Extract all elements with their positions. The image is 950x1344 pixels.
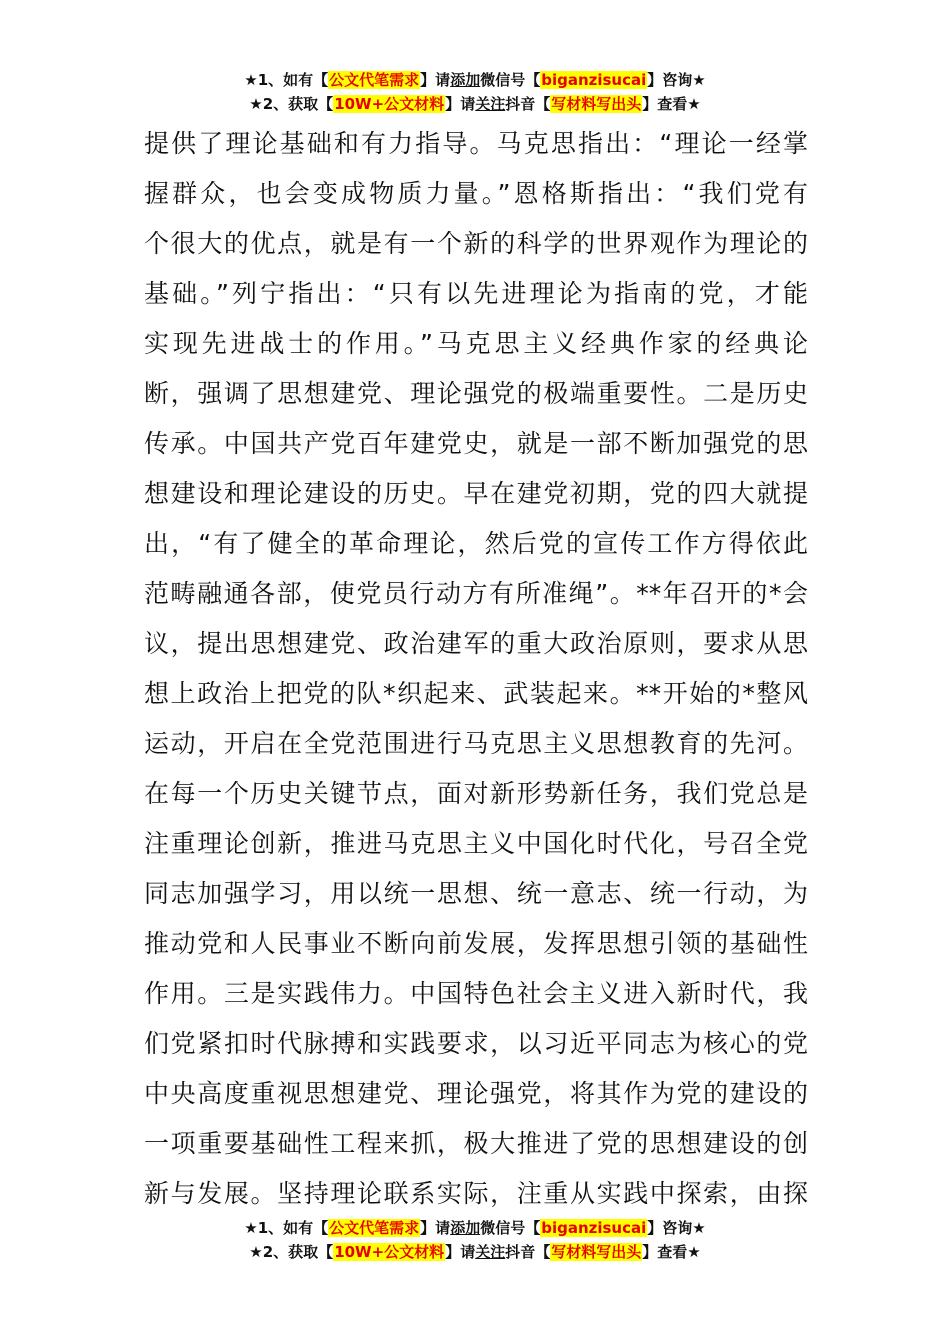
body-line: 断，强调了思想建党、理论强党的极端重要性。二是历史: [144, 379, 808, 408]
banner-line-2: [0, 92, 950, 116]
document-body: [144, 119, 808, 1219]
body-line: 同志加强学习，用以统一思想、统一意志、统一行动，为: [144, 879, 808, 908]
banner-text: 】请: [445, 95, 476, 113]
highlight-materials: 10W+公文材料: [334, 1243, 445, 1261]
banner-text: ★1、如有【: [244, 71, 329, 89]
banner-text: 】请: [445, 1243, 476, 1261]
body-line: 注重理论创新，推进马克思主义中国化时代化，号召全党: [144, 829, 808, 858]
banner-text: 抖音【: [505, 1243, 551, 1261]
banner-text: 微信号【: [480, 1219, 541, 1237]
highlight-douyin: 写材料写出头: [551, 95, 642, 113]
banner-line-2: [0, 1240, 950, 1264]
banner-text: 】查看★: [642, 1243, 701, 1261]
banner-text: 微信号【: [480, 71, 541, 89]
banner-text: 抖音【: [505, 95, 551, 113]
highlight-douyin: 写材料写出头: [551, 1243, 642, 1261]
banner-text: 】查看★: [642, 95, 701, 113]
body-line: 出，“有了健全的革命理论，然后党的宣传工作方得依此: [144, 529, 808, 558]
body-line: 作用。三是实践伟力。中国特色社会主义进入新时代，我: [144, 979, 808, 1008]
banner-text: ★2、获取【: [249, 1243, 334, 1261]
highlight-service: 公文代笔需求: [329, 1219, 420, 1237]
banner-line-1: [0, 1216, 950, 1240]
highlight-wechat-id: biganzisucai: [541, 71, 647, 89]
body-line: 运动，开启在全党范围进行马克思主义思想教育的先河。: [144, 729, 808, 758]
body-line: 们党紧扣时代脉搏和实践要求，以习近平同志为核心的党: [144, 1029, 808, 1058]
header-banner: [0, 68, 950, 116]
banner-text-follow: 关注: [475, 95, 506, 113]
banner-text: 】咨询★: [647, 1219, 706, 1237]
body-line: 传承。中国共产党百年建党史，就是一部不断加强党的思: [144, 429, 808, 458]
body-line: 新与发展。坚持理论联系实际，注重从实践中探索，由探: [144, 1179, 808, 1208]
body-line: 握群众，也会变成物质力量。”恩格斯指出：“我们党有: [144, 179, 808, 208]
body-line: 基础。”列宁指出：“只有以先进理论为指南的党，才能: [144, 279, 808, 308]
highlight-wechat-id: biganzisucai: [541, 1219, 647, 1237]
banner-text-add: 添加: [450, 1219, 481, 1237]
footer-banner: [0, 1216, 950, 1264]
body-line: 推动党和人民事业不断向前发展，发挥思想引领的基础性: [144, 929, 808, 958]
banner-text: 】请: [420, 71, 451, 89]
body-line: 议，提出思想建党、政治建军的重大政治原则，要求从思: [144, 629, 808, 658]
body-line: 中央高度重视思想建党、理论强党，将其作为党的建设的: [144, 1079, 808, 1108]
body-line: 想上政治上把党的队*织起来、武装起来。**开始的*整风: [144, 679, 808, 708]
banner-text: 】咨询★: [647, 71, 706, 89]
banner-text: ★2、获取【: [249, 95, 334, 113]
body-line: 一项重要基础性工程来抓，极大推进了党的思想建设的创: [144, 1129, 808, 1158]
body-line: 范畴融通各部，使党员行动方有所准绳”。**年召开的*会: [144, 579, 808, 608]
body-line: 提供了理论基础和有力指导。马克思指出：“理论一经掌: [144, 129, 808, 158]
banner-text-add: 添加: [450, 71, 481, 89]
body-line: 想建设和理论建设的历史。早在建党初期，党的四大就提: [144, 479, 808, 508]
highlight-materials: 10W+公文材料: [334, 95, 445, 113]
body-line: 个很大的优点，就是有一个新的科学的世界观作为理论的: [144, 229, 808, 258]
banner-text-follow: 关注: [475, 1243, 506, 1261]
body-line: 在每一个历史关键节点，面对新形势新任务，我们党总是: [144, 779, 808, 808]
banner-text: ★1、如有【: [244, 1219, 329, 1237]
banner-text: 】请: [420, 1219, 451, 1237]
banner-line-1: [0, 68, 950, 92]
body-line: 实现先进战士的作用。”马克思主义经典作家的经典论: [144, 329, 808, 358]
highlight-service: 公文代笔需求: [329, 71, 420, 89]
